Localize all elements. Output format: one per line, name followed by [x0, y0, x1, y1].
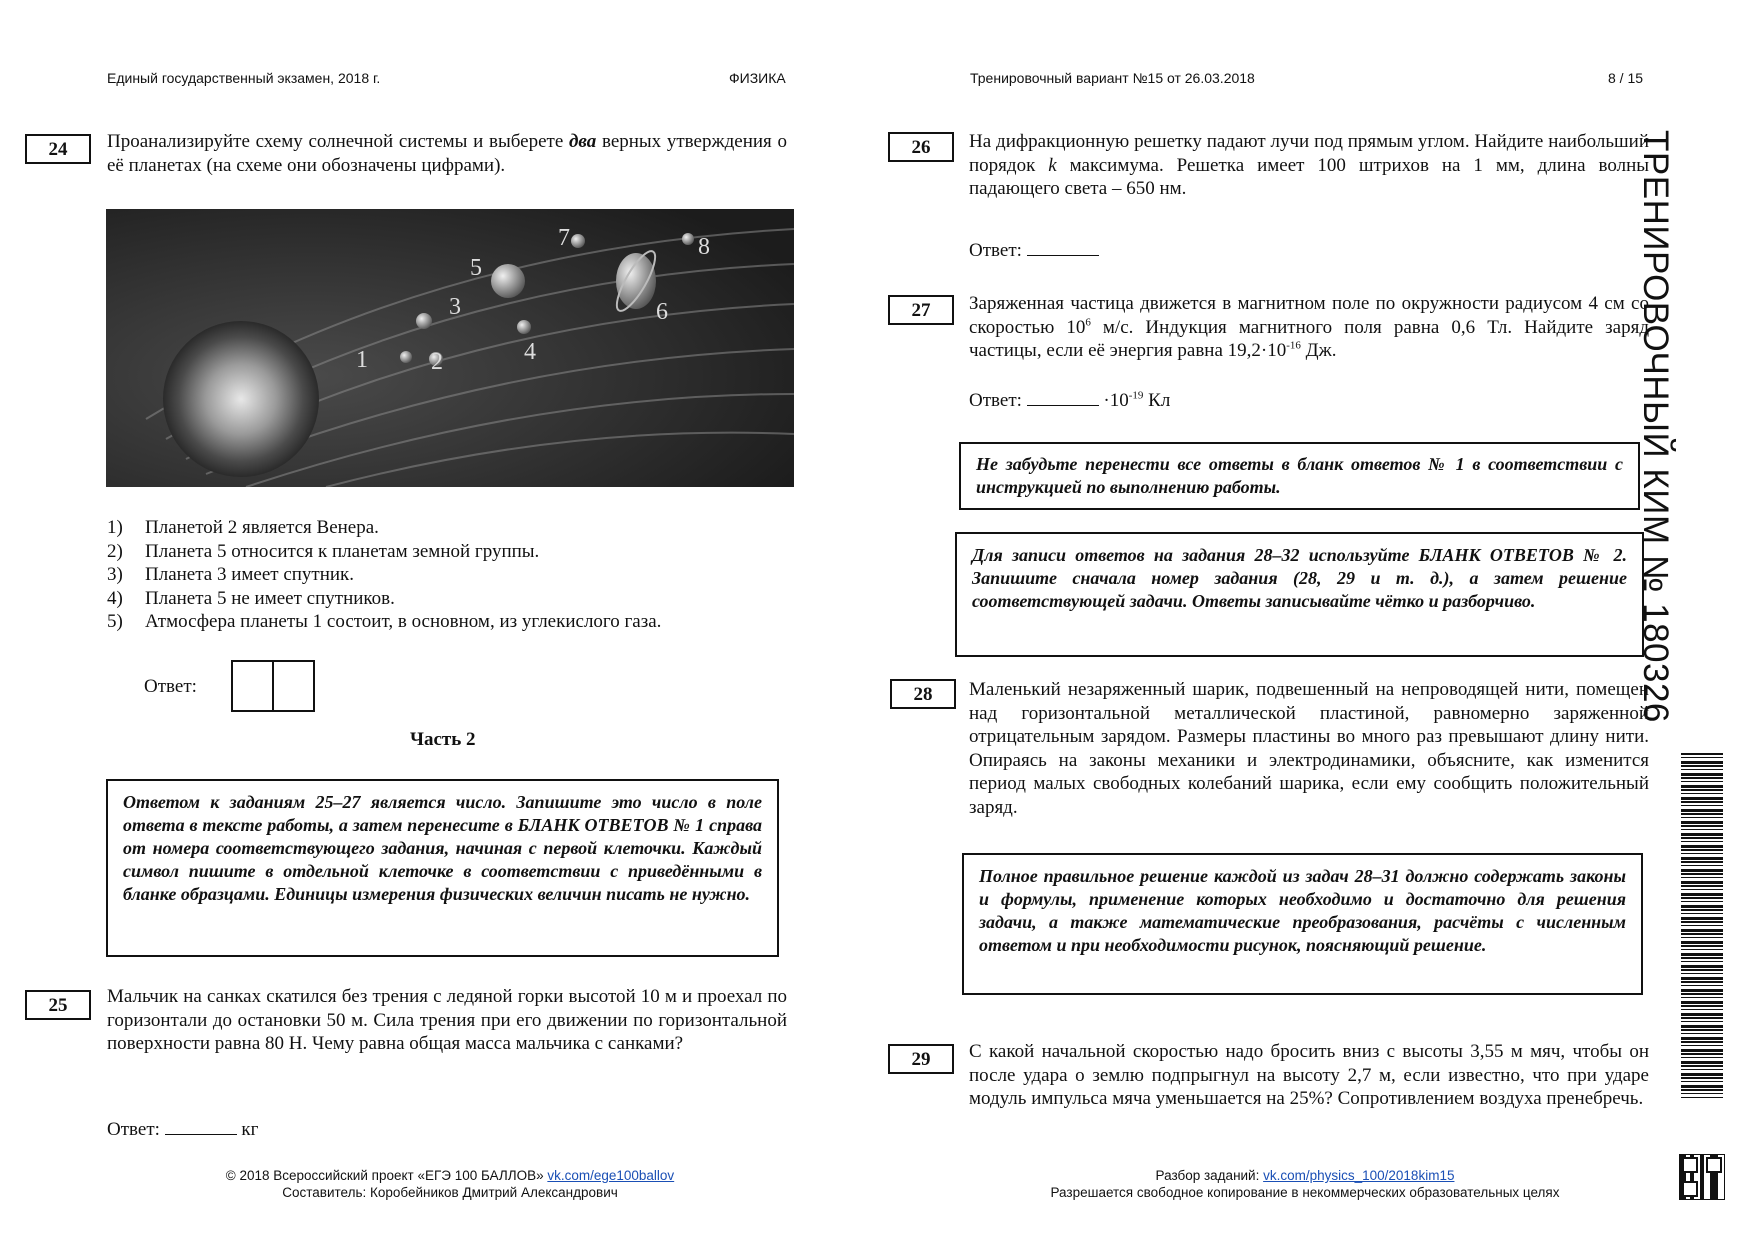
barcode — [1681, 753, 1723, 1098]
label-1: 1 — [356, 347, 368, 373]
task-26-answer: Ответ: — [969, 237, 1099, 263]
label-4: 4 — [524, 339, 536, 365]
task-29-number: 29 — [888, 1044, 954, 1074]
planet-6 — [616, 253, 656, 309]
label-8: 8 — [698, 234, 710, 260]
exam-title: Единый государственный экзамен, 2018 г. — [107, 70, 381, 86]
task-25-answer-field[interactable] — [165, 1116, 237, 1135]
variant-title: Тренировочный вариант №15 от 26.03.2018 — [970, 70, 1255, 86]
notice-28-32: Для записи ответов на задания 28–32 используйте БЛАНК ОТВЕТОВ № 2. Запишите сначала номер задания (28, 29 и т. д.), а затем решение соответствующей задачи. Ответы записывайте чётко и разборчиво. — [955, 532, 1644, 657]
task-29-text: С какой начальной скоростью надо бросить вниз с высоты 3,55 м мяч, чтобы он после удара о землю подпрыгнул на высоту 2,7 м, если известно, что при ударе модуль импульса мяча уменьшается на 25%? Сопротивлением воздуха пренебречь. — [969, 1041, 1649, 1109]
task-27-answer-field[interactable] — [1027, 387, 1099, 406]
notice-transfer: Не забудьте перенести все ответы в бланк ответов № 1 в соответствии с инструкцией по выполнению работы. — [959, 442, 1640, 510]
task-24-answer-label: Ответ: — [144, 676, 197, 697]
task-24-text: Проанализируйте схему солнечной системы и выберете два верных утверждения о её планетах (на схеме они обозначены цифрами). — [107, 131, 787, 176]
task-28-text: Маленький незаряженный шарик, подвешенный на непроводящей нити, помещен над горизонтальной металлической пластиной, равномерно заряженной отрицательным зарядом. Размеры пластины во много раз превышают длину нити. Опираясь на законы механики и электродинамики, объясните, как изменится период малых свободных колебаний шарика, если ему сообщить положительный заряд. — [969, 679, 1649, 818]
option-2: 2) Планета 5 относится к планетам земной группы. — [107, 540, 540, 562]
option-3: 3) Планета 3 имеет спутник. — [107, 564, 355, 585]
notice-28-31: Полное правильное решение каждой из задач 28–31 должно содержать законы и формулы, применение которых необходимо и достаточно для решения задачи, а также математические преобразования, расчёты с численным ответом и при необходимости рисунок, поясняющий решение. — [962, 853, 1643, 995]
planet-7 — [571, 234, 585, 248]
task-25-number: 25 — [25, 990, 91, 1020]
subject-title: ФИЗИКА — [729, 70, 786, 86]
task-24-options — [107, 516, 797, 634]
task-27-answer: Ответ: $\cdot 10^{-19}$ Кл — [969, 387, 1170, 413]
task-26-answer-field[interactable] — [1027, 237, 1099, 256]
part-2-heading: Часть 2 — [410, 729, 476, 750]
solar-system-figure — [106, 209, 794, 487]
task-26-number: 26 — [888, 132, 954, 162]
option-5: 5) Атмосфера планеты 1 состоит, в основном, из углекислого газа. — [107, 611, 662, 632]
label-3: 3 — [449, 294, 461, 320]
label-2: 2 — [431, 349, 443, 375]
footer-right-link[interactable]: vk.com/physics_100/2018kim15 — [1263, 1168, 1455, 1183]
solar-system-image — [106, 209, 794, 487]
page-number: 8 / 15 — [1608, 70, 1644, 86]
answer-cell-2[interactable] — [274, 662, 313, 710]
footer-right: Разбор заданий: vk.com/physics_100/2018kim15 Разрешается свободное копирование в некоммерческих образовательных целях — [1050, 1168, 1560, 1200]
task-25-text: Мальчик на санках скатился без трения с ледяной горки высотой 10 м и проехал по горизонтали до остановки 50 м. Сила трения при его движении по горизонтальной поверхности равна 80 Н. Чему равна общая масса мальчика с санками? — [107, 986, 787, 1054]
task-24-answer-cells[interactable] — [231, 660, 315, 712]
footer-left-link[interactable]: vk.com/ege100ballov — [547, 1168, 675, 1183]
qr-code — [1680, 1155, 1724, 1199]
label-5: 5 — [470, 255, 482, 281]
planet-4 — [517, 320, 531, 334]
sun — [163, 321, 319, 477]
footer-left: © 2018 Всероссийский проект «ЕГЭ 100 БАЛЛОВ» vk.com/ege100ballov Составитель: Коробейников Дмитрий Александрович — [225, 1168, 675, 1200]
planet-8 — [682, 233, 694, 245]
task-25-answer: Ответ: кг — [107, 1116, 258, 1142]
label-6: 6 — [656, 299, 668, 325]
planet-3 — [416, 313, 432, 329]
task-24-number: 24 — [25, 134, 91, 164]
side-title: ТРЕНИРОВОЧНЫЙ КИМ № 180326 — [1636, 130, 1675, 723]
planet-1 — [400, 351, 412, 363]
option-4: 4) Планета 5 не имеет спутников. — [107, 587, 395, 609]
task-28-number: 28 — [890, 679, 956, 709]
answer-cell-1[interactable] — [233, 662, 274, 710]
notice-25-27: Ответом к заданиям 25–27 является число. Запишите это число в поле ответа в тексте работы, а затем перенесите в БЛАНК ОТВЕТОВ № 1 справа от номера соответствующего задания, начиная с первой клеточки. Каждый символ пишите в отдельной клеточке в соответствии с приведёнными в бланке образцами. Единицы измерения физических величин писать не нужно. — [106, 779, 779, 957]
option-1: 1) Планетой 2 является Венера. — [107, 517, 379, 538]
planet-5 — [491, 264, 525, 298]
task-27-text: Заряженная частица движется в магнитном поле по окружности радиусом 4 см со скоростью $10^6$ м/с. Индукция магнитного поля равна 0,6 Тл. Найдите заряд частицы, если её энергия равна $19,2\cdot 10^{-16}$ Дж. — [969, 293, 1649, 361]
label-7: 7 — [558, 225, 570, 251]
task-26-text: На дифракционную решетку падают лучи под прямым углом. Найдите наибольший порядок k максимума. Решетка имеет 100 штрихов на 1 мм, длина волны падающего света – 650 нм. — [969, 131, 1649, 199]
task-27-number: 27 — [888, 295, 954, 325]
